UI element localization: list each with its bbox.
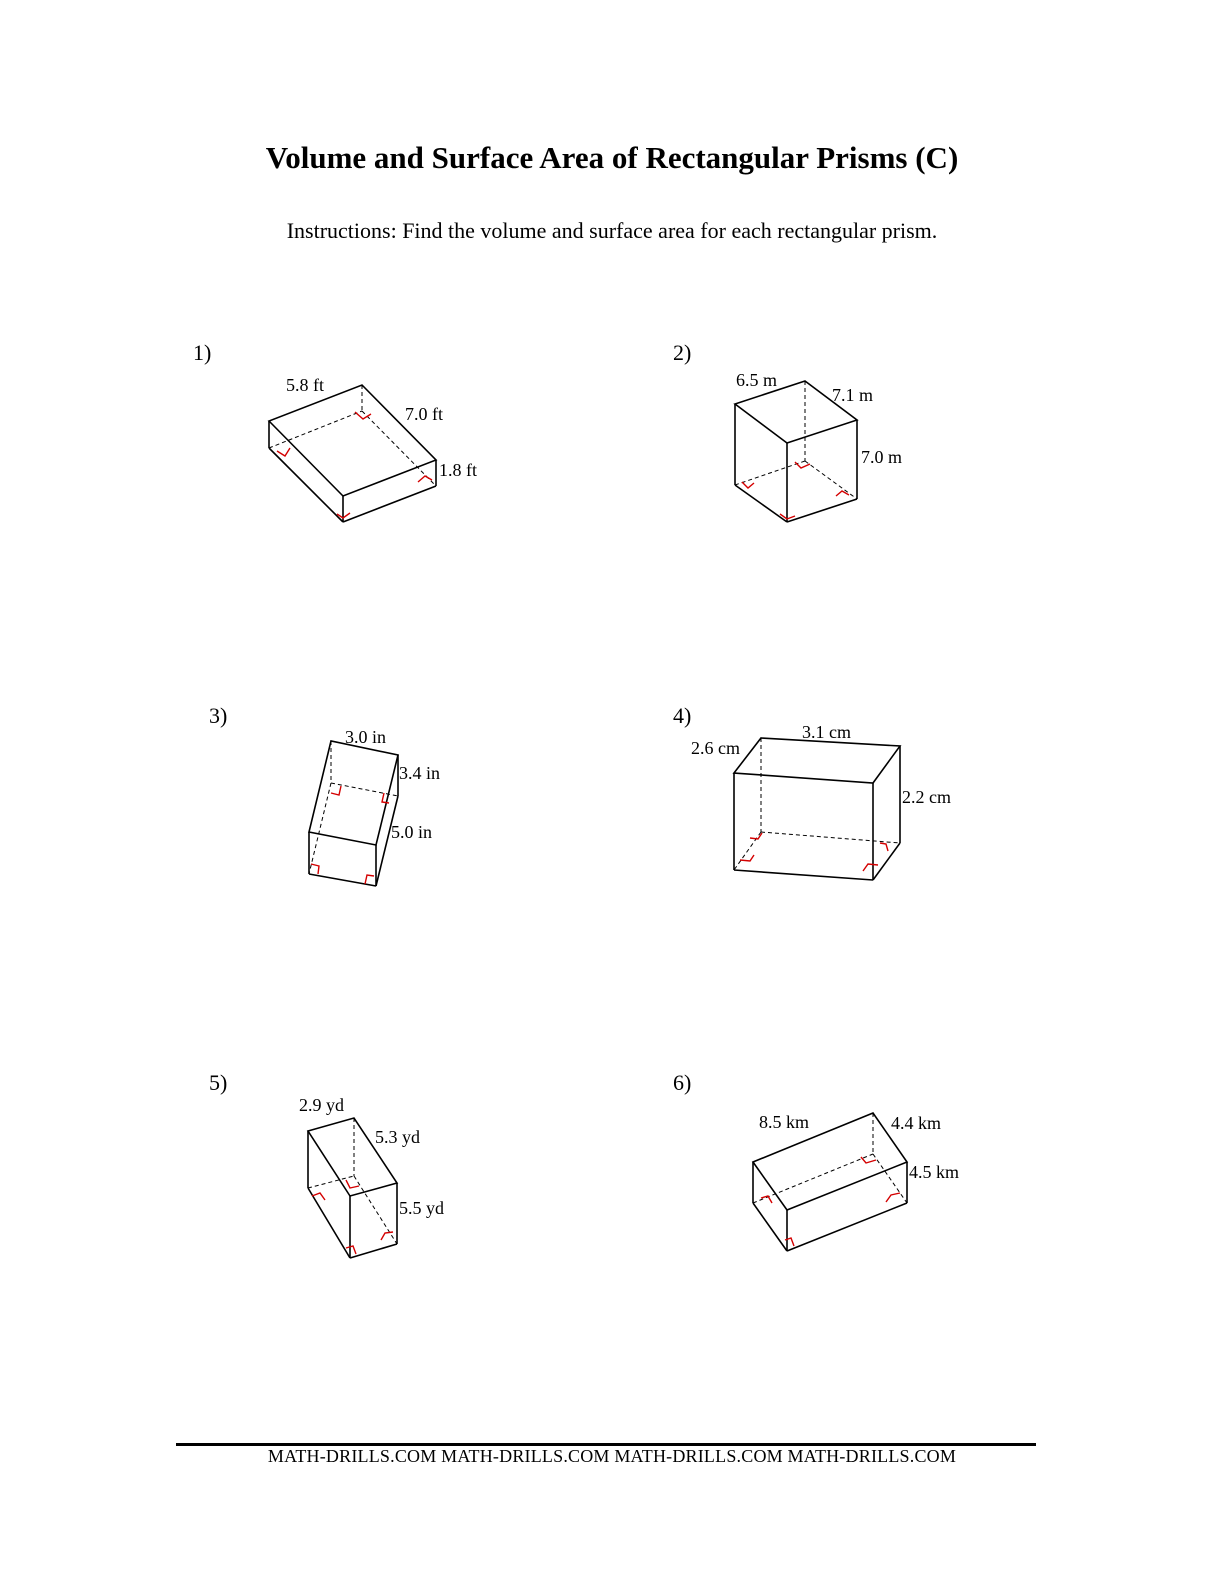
prism-4-label-1: 2.6 cm [691,738,740,758]
prism-6-label-1: 8.5 km [759,1112,810,1132]
prism-3-label-2: 3.4 in [399,763,441,783]
instructions-text: Instructions: Find the volume and surface area for each rectangular prism. [286,218,938,243]
prism-2-label-3: 7.0 m [861,447,903,467]
prism-6-label-2: 4.4 km [891,1113,942,1133]
prism-3 [309,741,398,886]
prism-4 [734,738,900,880]
problem-number-5: 5) [209,1070,228,1095]
problem-number-6: 6) [673,1070,692,1095]
prism-4-label-3: 2.2 cm [902,787,951,807]
prism-6-label-3: 4.5 km [909,1162,960,1182]
prism-1-label-1: 5.8 ft [286,375,324,395]
prism-2-label-2: 7.1 m [832,385,874,405]
prism-3-label-1: 3.0 in [345,727,387,747]
prism-3-top-face [309,741,398,845]
prism-4-top-face [734,738,900,783]
prism-4-label-2: 3.1 cm [802,722,851,742]
prism-5-label-3: 5.5 yd [399,1198,444,1218]
prism-1-label-3: 1.8 ft [439,460,477,480]
prism-6 [753,1113,907,1251]
prism-1-label-2: 7.0 ft [405,404,443,424]
footer-text: MATH-DRILLS.COM MATH-DRILLS.COM MATH-DRILLS.COM MATH-DRILLS.COM [267,1446,957,1466]
problem-number-2: 2) [673,340,692,365]
prism-1-top-face [269,385,436,496]
prism-5-label-2: 5.3 yd [375,1127,420,1147]
prism-2-label-1: 6.5 m [736,370,778,390]
problem-number-1: 1) [193,340,212,365]
prism-5-label-1: 2.9 yd [299,1095,344,1115]
problem-number-3: 3) [209,703,228,728]
prism-3-label-3: 5.0 in [391,822,433,842]
worksheet-title: Volume and Surface Area of Rectangular Prisms (C) [265,140,959,175]
problem-number-4: 4) [673,703,692,728]
